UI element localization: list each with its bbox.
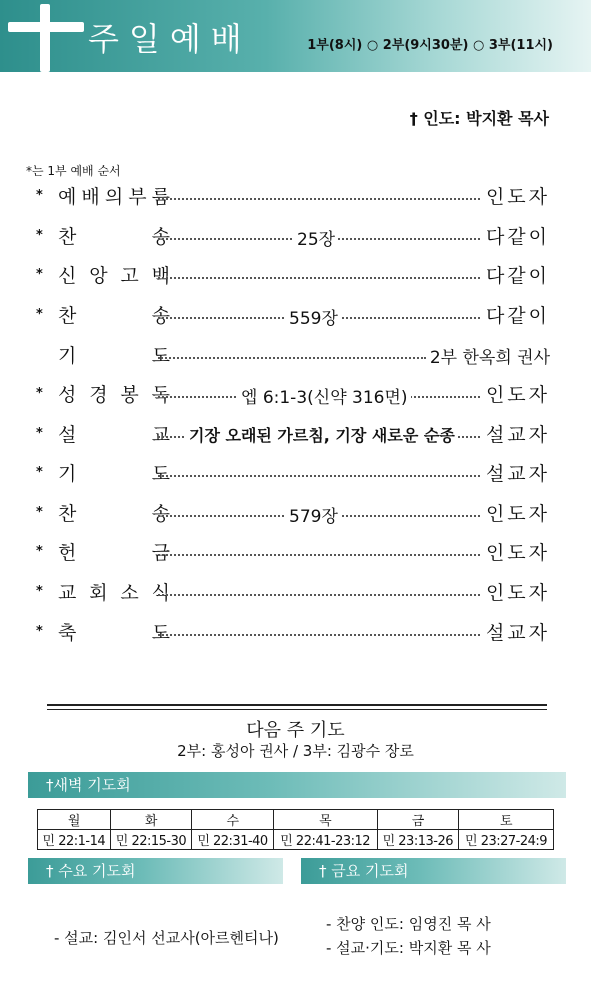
order-person: 인도자 — [483, 380, 550, 407]
order-item — [36, 420, 550, 448]
reading-cell: 민 23:13-26 — [377, 830, 459, 850]
order-label: 헌 금 — [58, 542, 170, 564]
next-prayer-line: 2부: 홍성아 권사 / 3부: 김광수 장로 — [177, 742, 414, 760]
order-label: 기 도 — [58, 345, 170, 367]
reading-cell: 민 22:31-40 — [192, 830, 274, 850]
table-row — [38, 830, 554, 850]
service-times: 1부(8시) ○ 2부(9시30분) ○ 3부(11시) — [307, 38, 553, 53]
order-person: 설교자 — [483, 618, 550, 645]
order-person: 인도자 — [483, 538, 550, 565]
dawn-prayer-table — [37, 809, 554, 850]
order-star: * — [36, 505, 43, 520]
order-person: 설교자 — [483, 420, 550, 447]
order-person: 인도자 — [483, 578, 550, 605]
dot-leader — [158, 198, 480, 200]
day-cell: 화 — [110, 810, 192, 830]
order-item — [36, 301, 550, 329]
order-star: * — [36, 624, 43, 639]
order-item — [36, 618, 550, 646]
order-item — [36, 182, 550, 210]
order-detail: 25장 — [294, 225, 338, 250]
dot-leader — [158, 554, 480, 556]
table-row — [38, 810, 554, 830]
divider — [47, 704, 547, 706]
wednesday-sermon: - 설교: 김인서 선교사(아르헨티나) — [54, 929, 279, 947]
friday-prayer-header: † 금요 기도회 — [301, 858, 566, 884]
order-label: 축 도 — [58, 622, 170, 644]
order-label: 성 경 봉 독 — [58, 384, 170, 406]
dot-leader — [158, 634, 480, 636]
order-star: * — [36, 228, 43, 243]
order-item — [36, 222, 550, 250]
order-detail: 579장 — [286, 502, 341, 527]
order-star: * — [36, 386, 43, 401]
order-label: 찬 송 — [58, 305, 170, 327]
order-note: *는 1부 예배 순서 — [26, 164, 121, 178]
order-label: 예 배 의 부 름 — [58, 186, 170, 208]
order-detail: 559장 — [286, 304, 341, 329]
dot-leader — [158, 277, 480, 279]
dawn-prayer-header: †새벽 기도회 — [28, 772, 566, 798]
reading-cell: 민 23:27-24:9 — [459, 830, 554, 850]
order-label: 교 회 소 식 — [58, 582, 170, 604]
order-person: 인도자 — [483, 499, 550, 526]
order-person: 다같이 — [483, 261, 550, 288]
order-label: 기 도 — [58, 463, 170, 485]
order-item — [36, 499, 550, 527]
reading-cell: 민 22:1-14 — [38, 830, 111, 850]
order-item — [36, 380, 550, 408]
order-person: 다같이 — [483, 222, 550, 249]
header-banner — [0, 0, 591, 72]
page-title: 주일예배 — [88, 20, 252, 58]
day-cell: 금 — [377, 810, 459, 830]
divider — [47, 709, 547, 710]
order-person: 2부 한옥희 권사 — [427, 343, 550, 368]
order-star: * — [36, 584, 43, 599]
order-label: 찬 송 — [58, 503, 170, 525]
order-star: * — [36, 267, 43, 282]
dot-leader — [158, 357, 426, 359]
day-cell: 월 — [38, 810, 111, 830]
order-label: 설 교 — [58, 424, 170, 446]
order-person: 다같이 — [483, 301, 550, 328]
order-label: 신 앙 고 백 — [58, 265, 170, 287]
order-star: * — [36, 188, 43, 203]
order-item — [36, 578, 550, 606]
next-prayer-title: 다음 주 기도 — [246, 720, 345, 741]
order-item — [36, 261, 550, 289]
dot-leader — [158, 475, 480, 477]
friday-sermon-prayer: - 설교·기도: 박지환 목 사 — [326, 939, 491, 957]
order-star: * — [36, 544, 43, 559]
day-cell: 목 — [273, 810, 377, 830]
order-person: 인도자 — [483, 182, 550, 209]
order-star: * — [36, 307, 43, 322]
dot-leader — [158, 594, 480, 596]
order-star: * — [36, 426, 43, 441]
order-person: 설교자 — [483, 459, 550, 486]
order-star: * — [36, 465, 43, 480]
day-cell: 토 — [459, 810, 554, 830]
order-detail: 엡 6:1-3(신약 316면) — [238, 383, 411, 408]
order-item — [36, 459, 550, 487]
wednesday-prayer-header: † 수요 기도회 — [28, 858, 283, 884]
reading-cell: 민 22:41-23:12 — [273, 830, 377, 850]
order-item — [36, 538, 550, 566]
service-leader: † 인도: 박지환 목사 — [409, 109, 549, 128]
order-item — [36, 341, 550, 369]
order-detail: 기장 오래된 가르침, 기장 새로운 순종 — [186, 423, 458, 446]
day-cell: 수 — [192, 810, 274, 830]
friday-praise-leader: - 찬양 인도: 임영진 목 사 — [326, 915, 491, 933]
reading-cell: 민 22:15-30 — [110, 830, 192, 850]
order-label: 찬 송 — [58, 226, 170, 248]
